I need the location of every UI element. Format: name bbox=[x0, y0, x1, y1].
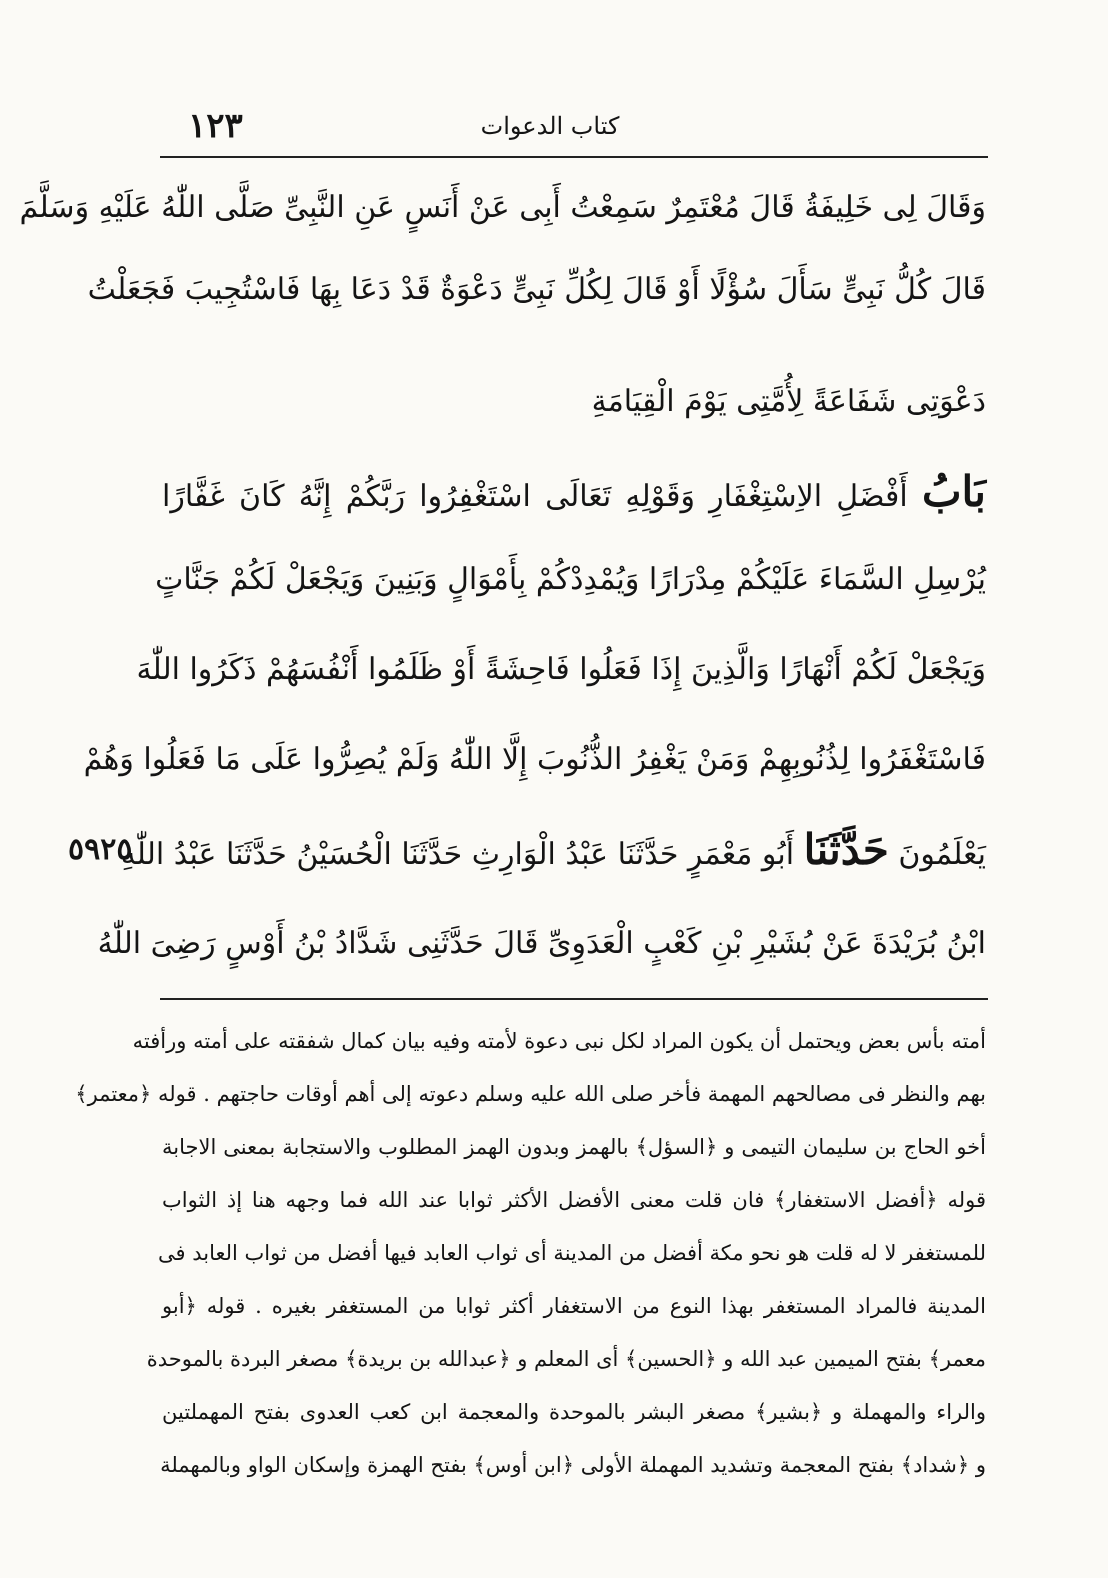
footnote-line: للمستغفر لا له قلت هو نحو مكة أفضل من المدينة أى ثواب العابد فيها أفضل من ثواب العابد فى bbox=[158, 1241, 986, 1265]
main-text-line bbox=[162, 370, 986, 434]
main-line-text: أَفْضَلِ الاِسْتِغْفَارِ وَقَوْلِهِ تَعَالَى اسْتَغْفِرُوا رَبَّكُمْ إِنَّهُ كَانَ غَفَّارًا bbox=[162, 479, 908, 514]
main-text-line bbox=[87, 258, 986, 322]
main-line-text: فَاسْتَغْفَرُوا لِذُنُوبِهِمْ وَمَنْ يَغْفِرُ الذُّنُوبَ إِلَّا اللّٰهُ وَلَمْ يُصِرُّوا عَلَى مَا فَعَلُوا وَهُمْ bbox=[83, 742, 986, 777]
footnote-line: والراء والمهملة و ﴿بشير﴾ مصغر البشر بالموحدة والمعجمة ابن كعب العدوى بفتح المهملتين bbox=[162, 1400, 986, 1424]
hadith-number: ٥٩٢٥ bbox=[68, 832, 133, 867]
main-line-text: يُرْسِلِ السَّمَاءَ عَلَيْكُمْ مِدْرَارًا وَيُمْدِدْكُمْ بِأَمْوَالٍ وَبَنِينَ وَيَجْعَلْ لَكُمْ جَنَّاتٍ bbox=[155, 562, 986, 597]
footnote-line: و ﴿شداد﴾ بفتح المعجمة وتشديد المهملة الأولى ﴿ابن أوس﴾ بفتح الهمزة وإسكان الواو وبالمهملة bbox=[160, 1453, 986, 1477]
main-line-text: وَقَالَ لِى خَلِيفَةُ قَالَ مُعْتَمِرٌ سَمِعْتُ أَبِى عَنْ أَنَسٍ عَنِ النَّبِىِّ صَلَّى اللّٰهُ عَلَيْهِ وَسَلَّمَ bbox=[19, 190, 986, 225]
main-text-line bbox=[136, 638, 986, 702]
bab-heading: بَابُ bbox=[921, 467, 986, 516]
main-text-line bbox=[120, 818, 986, 882]
main-line-text: يَعْلَمُونَ bbox=[898, 837, 986, 872]
footnote-line: معمر﴾ بفتح الميمين عبد الله و ﴿الحسين﴾ أى المعلم و ﴿عبدالله بن بريدة﴾ مصغر البردة بالموحدة bbox=[146, 1347, 986, 1371]
footnote-line: أمته بأس بعض ويحتمل أن يكون المراد لكل نبى دعوة لأمته وفيه بيان كمال شفقته على أمته ورأفته bbox=[132, 1029, 986, 1053]
main-text-line bbox=[83, 728, 986, 792]
main-line-text: أَبُو مَعْمَرٍ حَدَّثَنَا عَبْدُ الْوَارِثِ حَدَّثَنَا الْحُسَيْنُ حَدَّثَنَا عَبْدُ اللّٰهِ bbox=[120, 837, 795, 872]
haddathana-keyword: حَدَّثَنَا bbox=[803, 825, 889, 874]
main-line-text: قَالَ كُلُّ نَبِىٍّ سَأَلَ سُؤْلًا أَوْ قَالَ لِكُلِّ نَبِىٍّ دَعْوَةٌ قَدْ دَعَا بِهَا فَاسْتُجِيبَ فَجَعَلْتُ bbox=[87, 272, 986, 307]
main-text-line bbox=[97, 912, 986, 976]
footnote-line: قوله ﴿أفضل الاستغفار﴾ فان قلت معنى الأفضل الأكثر ثوابا عند الله فما وجهه هنا إذ الثواب bbox=[162, 1188, 986, 1212]
header-rule bbox=[160, 156, 988, 158]
footnote-line: بهم والنظر فى مصالحهم المهمة فأخر صلى الله عليه وسلم دعوته إلى أهم أوقات حاجتهم . قوله ﴿معتمر﴾ bbox=[75, 1082, 986, 1106]
footnote-line: المدينة فالمراد المستغفر بهذا النوع من الاستغفار أكثر ثوابا من المستغفر بغيره . قوله ﴿أبو bbox=[162, 1294, 986, 1318]
main-line-text: دَعْوَتِى شَفَاعَةً لِأُمَّتِى يَوْمَ الْقِيَامَةِ bbox=[591, 384, 986, 419]
footnote-line: أخو الحاج بن سليمان التيمى و ﴿السؤل﴾ بالهمز وبدون الهمز المطلوب والاستجابة بمعنى الاجابة bbox=[162, 1135, 986, 1159]
main-line-text: وَيَجْعَلْ لَكُمْ أَنْهَارًا وَالَّذِينَ إِذَا فَعَلُوا فَاحِشَةً أَوْ ظَلَمُوا أَنْفُسَهُمْ ذَكَرُوا اللّٰهَ bbox=[136, 652, 986, 687]
main-line-text: ابْنُ بُرَيْدَةَ عَنْ بُشَيْرِ بْنِ كَعْبٍ الْعَدَوِىِّ قَالَ حَدَّثَنِى شَدَّادُ بْنُ أَوْسٍ رَضِىَ اللّٰهُ bbox=[97, 926, 986, 961]
footnote-rule bbox=[160, 998, 988, 1000]
main-text-line bbox=[155, 548, 986, 612]
page-number: ١٢٣ bbox=[188, 106, 243, 146]
running-title: كتاب الدعوات bbox=[480, 112, 620, 140]
main-text-line bbox=[19, 176, 986, 240]
main-text-line bbox=[162, 460, 986, 524]
